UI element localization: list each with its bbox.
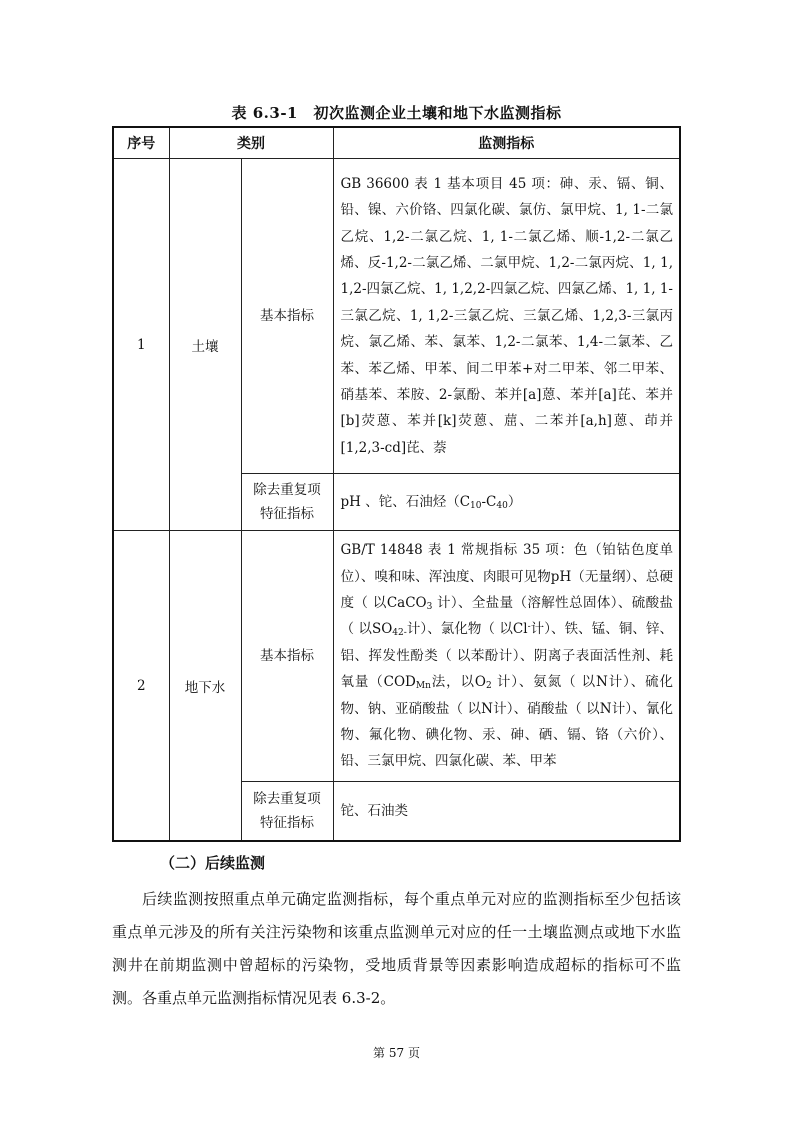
superscript: -: [527, 622, 531, 633]
subscript: 3: [426, 601, 433, 612]
row-category: 土壤: [169, 159, 241, 531]
text-span: pH 、铊、石油烃（C: [340, 493, 471, 510]
text-span: 计）、氨氮（ 以N计）、硫化物、钠、亚硝酸盐（ 以N计）、硝酸盐（ 以N计）、氰化物、氟化物、碘化物、汞、砷、硒、镉、铬（六价）、铅、三氯甲烷、四氯化碳、苯、甲苯: [340, 674, 673, 770]
subscript: 10: [470, 500, 482, 511]
subcategory-line: 特征指标: [260, 506, 314, 522]
row-indicators: 铊、石油类: [333, 782, 680, 842]
subscript: 42-: [392, 628, 407, 639]
text-span: -C: [481, 493, 497, 510]
subcategory-line: 除去重复项: [253, 791, 321, 807]
text-span: 计）、铁、锰、铜、锌、铝、挥发性酚类（ 以苯酚计）、阴离子表面活性剂、耗氧量（COD: [340, 621, 673, 691]
row-indicators: GB 36600 表 1 基本项目 45 项：砷、汞、镉、铜、铅、镍、六价铬、四氯化碳、氯仿、氯甲烷、1, 1-二氯乙烷、1,2-二氯乙烷、1, 1-二氯乙烯、顺-1,2-二氯乙烯、反-1,2-二氯乙烯、二氯甲烷、1,2-二氯丙烷、1, 1, 1,2-四氯乙烷、1, 1,2,2-四氯乙烷、四氯乙烯、1, 1, 1-三氯乙烷、1, 1,2-三氯乙烷、三氯乙烯、1,2,3-三氯丙烷、氯乙烯、苯、氯苯、1,2-二氯苯、1,4-二氯苯、乙苯、苯乙烯、甲苯、间二甲苯+对二甲苯、邻二甲苯、硝基苯、苯胺、2-氯酚、苯并[a]蒽、苯并[a]芘、苯并[b]荧蒽、苯并[k]荧蒽、䓛、二苯并[a,h]蒽、茚并[1,2,3-cd]芘、萘: [333, 159, 680, 474]
table-row: [113, 159, 680, 474]
table-header-row: [113, 127, 680, 159]
text-span: 计）、全盐量（溶解性总固体）、硫酸盐（ 以SO: [340, 594, 673, 638]
subscript: 40: [496, 500, 508, 511]
header-num: 序号: [113, 127, 169, 159]
text-span: GB/T 14848 表 1 常规指标 35 项：色（铂钴色度单位）、嗅和味、浑浊度、肉眼可见物pH（无量纲）、总硬度（ 以CaCO: [340, 542, 673, 611]
table-row: [113, 531, 680, 782]
subscript: 2: [486, 681, 492, 692]
subcategory-line: 特征指标: [260, 815, 314, 831]
text-span: ）: [507, 493, 522, 510]
text-span: 法，以O: [430, 674, 486, 691]
row-category: 地下水: [169, 531, 241, 842]
section-heading: （二）后续监测: [160, 854, 266, 872]
row-indicators: [333, 531, 680, 782]
page-number: 第 57 页: [373, 1046, 420, 1060]
header-indicators: 监测指标: [333, 127, 680, 159]
row-subcategory: 基本指标: [241, 531, 333, 782]
row-num: 2: [113, 531, 169, 842]
body-paragraph: 后续监测按照重点单元确定监测指标，每个重点单元对应的监测指标至少包括该重点单元涉及的所有关注污染物和该重点监测单元对应的任一土壤监测点或地下水监测井在前期监测中曾超标的污染物，受地质背景等因素影响造成超标的指标可不监测。各重点单元监测指标情况见表 6.3-2。: [112, 890, 681, 1007]
row-num: 1: [113, 159, 169, 531]
header-category: 类别: [169, 127, 333, 159]
text-span: 计）、氯化物（ 以Cl: [406, 621, 528, 638]
subscript: Mn: [415, 681, 431, 692]
table-caption: 表 6.3-1 初次监测企业土壤和地下水监测指标: [231, 104, 562, 122]
subcategory-line: 除去重复项: [253, 482, 321, 498]
row-subcategory: [241, 474, 333, 531]
row-subcategory: [241, 782, 333, 842]
row-indicators: [333, 474, 680, 531]
row-subcategory: 基本指标: [241, 159, 333, 474]
monitoring-indicators-table: [112, 126, 681, 842]
